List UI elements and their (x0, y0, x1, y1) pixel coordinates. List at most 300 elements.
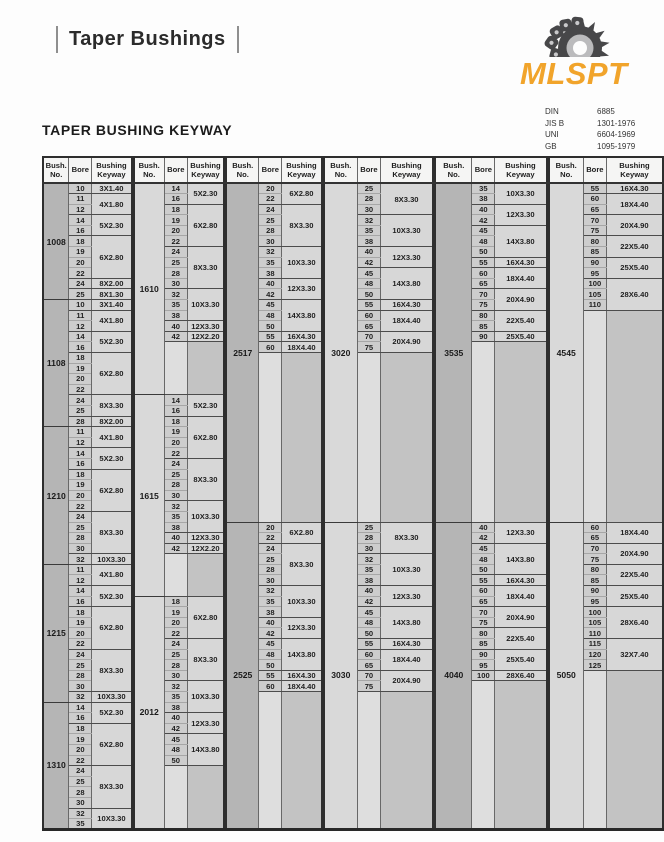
bore-cell: 24 (69, 278, 92, 289)
empty-keyway-cell (282, 501, 322, 512)
bore-cell: 60 (583, 522, 606, 533)
bore-cell: 32 (357, 215, 380, 226)
empty-keyway-cell (495, 819, 547, 830)
empty-keyway-cell (606, 808, 663, 819)
keyway-cell: 6X2.80 (282, 522, 322, 543)
empty-keyway-cell (282, 734, 322, 745)
standard-row (545, 106, 657, 118)
bore-cell: 22 (69, 755, 92, 766)
empty-bore-cell (583, 374, 606, 385)
bore-cell: 25 (69, 776, 92, 787)
empty-keyway-cell (380, 427, 433, 438)
empty-bore-cell (357, 819, 380, 830)
empty-bore-cell (259, 692, 282, 703)
empty-bore-cell (357, 787, 380, 798)
empty-keyway-cell (282, 490, 322, 501)
empty-bore-cell (357, 713, 380, 724)
bore-cell: 55 (472, 575, 495, 586)
empty-keyway-cell (380, 692, 433, 703)
keyway-cell: 22X5.40 (495, 628, 547, 649)
empty-keyway-cell (606, 331, 663, 342)
bush-no-cell: 2525 (226, 522, 259, 829)
empty-bore-cell (472, 480, 495, 491)
bore-cell: 110 (583, 628, 606, 639)
empty-bore-cell (472, 353, 495, 364)
empty-keyway-cell (606, 723, 663, 734)
empty-bore-cell (259, 776, 282, 787)
empty-bore-cell (583, 480, 606, 491)
bush-no-cell: 2012 (134, 596, 165, 829)
empty-keyway-cell (495, 342, 547, 353)
empty-bore-cell (583, 681, 606, 692)
bore-cell: 20 (164, 437, 187, 448)
keyway-cell: 14X3.80 (495, 225, 547, 257)
empty-bore-cell (259, 744, 282, 755)
empty-bore-cell (472, 416, 495, 427)
bore-cell: 35 (259, 257, 282, 268)
bore-cell: 24 (164, 458, 187, 469)
bore-cell: 35 (164, 511, 187, 522)
empty-bore-cell (472, 384, 495, 395)
bore-cell: 50 (472, 564, 495, 575)
bore-cell: 65 (357, 660, 380, 671)
empty-keyway-cell (380, 766, 433, 777)
empty-keyway-cell (380, 734, 433, 745)
empty-bore-cell (259, 490, 282, 501)
bore-cell: 42 (164, 723, 187, 734)
standard-name: DIN (545, 107, 559, 116)
bore-cell: 48 (164, 744, 187, 755)
bore-cell: 85 (472, 639, 495, 650)
bore-cell: 45 (357, 268, 380, 279)
bore-header: Bore (357, 157, 380, 183)
bore-cell: 48 (472, 554, 495, 565)
keyway-cell: 5X2.30 (92, 331, 132, 352)
keyway-cell: 14X3.80 (187, 734, 224, 766)
bore-cell: 95 (583, 268, 606, 279)
keyway-cell: 5X2.30 (187, 183, 224, 204)
keyway-cell: 4X1.80 (92, 427, 132, 448)
bore-cell: 65 (472, 596, 495, 607)
bore-cell: 48 (357, 278, 380, 289)
empty-keyway-cell (606, 458, 663, 469)
bore-cell: 42 (164, 331, 187, 342)
bore-cell: 24 (164, 247, 187, 258)
empty-bore-cell (357, 353, 380, 364)
bore-cell: 19 (164, 215, 187, 226)
keyway-cell: 32X7.40 (606, 639, 663, 671)
empty-keyway-cell (495, 437, 547, 448)
keyway-cell: 12X3.30 (282, 617, 322, 638)
bore-cell: 16 (69, 225, 92, 236)
bore-cell: 22 (259, 194, 282, 205)
bore-cell: 35 (164, 692, 187, 703)
empty-keyway-cell (495, 797, 547, 808)
empty-bore-cell (259, 363, 282, 374)
bore-cell: 16 (69, 596, 92, 607)
bore-cell: 20 (69, 744, 92, 755)
keyway-cell: 8X3.30 (187, 458, 224, 500)
empty-keyway-cell (606, 692, 663, 703)
empty-bore-cell (357, 374, 380, 385)
keyway-cell: 10X3.30 (187, 501, 224, 533)
empty-keyway-cell (187, 575, 224, 586)
keyway-cell: 14X3.80 (282, 300, 322, 332)
group-table-3 (225, 156, 323, 831)
empty-bore-cell (259, 819, 282, 830)
empty-keyway-cell (495, 374, 547, 385)
keyway-cell: 4X1.80 (92, 194, 132, 215)
empty-keyway-cell (380, 480, 433, 491)
bore-cell: 38 (259, 607, 282, 618)
logo-text: MLSPT (520, 56, 628, 91)
empty-bore-cell (164, 384, 187, 395)
keyway-cell: 12X3.30 (495, 522, 547, 543)
standard-number: 6604-1969 (597, 130, 636, 139)
group-table-5 (434, 156, 547, 831)
bore-cell: 50 (357, 628, 380, 639)
empty-bore-cell (583, 766, 606, 777)
keyway-cell: 18X4.40 (282, 342, 322, 353)
bore-cell: 38 (164, 522, 187, 533)
keyway-cell: 10X3.30 (495, 183, 547, 204)
keyway-cell: 8X2.00 (92, 416, 132, 427)
bush-no-cell: 1215 (43, 564, 69, 702)
empty-keyway-cell (380, 776, 433, 787)
empty-keyway-cell (282, 787, 322, 798)
bore-cell: 40 (357, 586, 380, 597)
empty-bore-cell (472, 448, 495, 459)
empty-keyway-cell (606, 766, 663, 777)
keyway-cell: 16X4.30 (495, 575, 547, 586)
empty-bore-cell (472, 437, 495, 448)
empty-keyway-cell (606, 819, 663, 830)
empty-bore-cell (472, 819, 495, 830)
bore-cell: 14 (164, 395, 187, 406)
empty-bore-cell (259, 395, 282, 406)
empty-bore-cell (259, 353, 282, 364)
empty-bore-cell (472, 797, 495, 808)
keyway-cell: 20X4.90 (380, 331, 433, 352)
empty-bore-cell (583, 501, 606, 512)
empty-keyway-cell (495, 776, 547, 787)
empty-keyway-cell (380, 723, 433, 734)
bore-cell: 45 (472, 225, 495, 236)
keyway-cell: 5X2.30 (92, 586, 132, 607)
bore-cell: 16 (69, 342, 92, 353)
bore-cell: 105 (583, 289, 606, 300)
keyway-cell: 16X4.30 (606, 183, 663, 194)
empty-bore-cell (583, 427, 606, 438)
bore-cell: 50 (164, 755, 187, 766)
bore-cell: 42 (472, 533, 495, 544)
keyway-cell: 8X3.30 (282, 543, 322, 585)
bore-cell: 75 (583, 225, 606, 236)
empty-keyway-cell (187, 776, 224, 787)
bush-no-cell: 1210 (43, 427, 69, 565)
keyway-cell: 6X2.80 (92, 236, 132, 278)
keyway-cell: 10X3.30 (187, 289, 224, 321)
empty-bore-cell (164, 554, 187, 565)
keyway-cell: 20X4.90 (495, 289, 547, 310)
empty-keyway-cell (282, 458, 322, 469)
empty-bore-cell (472, 374, 495, 385)
keyway-cell: 10X3.30 (282, 586, 322, 618)
empty-bore-cell (472, 776, 495, 787)
bore-cell: 30 (69, 543, 92, 554)
empty-keyway-cell (606, 501, 663, 512)
bore-header: Bore (164, 157, 187, 183)
bore-cell: 32 (69, 554, 92, 565)
bore-cell: 45 (472, 543, 495, 554)
empty-keyway-cell (606, 395, 663, 406)
bore-cell: 25 (69, 522, 92, 533)
keyway-cell: 6X2.80 (187, 204, 224, 246)
bore-cell: 30 (259, 575, 282, 586)
empty-keyway-cell (606, 713, 663, 724)
keyway-cell: 28X6.40 (495, 670, 547, 681)
standard-name: GB (545, 141, 557, 151)
empty-bore-cell (583, 458, 606, 469)
bore-cell: 25 (259, 215, 282, 226)
bore-cell: 100 (583, 607, 606, 618)
empty-keyway-cell (495, 734, 547, 745)
bush-no-cell: 5050 (549, 522, 584, 829)
empty-keyway-cell (606, 363, 663, 374)
keyway-cell: 14X3.80 (380, 607, 433, 639)
keyway-cell: 28X6.40 (606, 278, 663, 310)
bore-cell: 50 (357, 289, 380, 300)
bore-cell: 24 (259, 543, 282, 554)
bore-cell: 25 (259, 554, 282, 565)
empty-bore-cell (164, 787, 187, 798)
empty-bore-cell (357, 469, 380, 480)
bore-cell: 28 (357, 533, 380, 544)
bore-cell: 95 (472, 660, 495, 671)
empty-keyway-cell (380, 755, 433, 766)
empty-bore-cell (164, 808, 187, 819)
empty-keyway-cell (380, 374, 433, 385)
keyway-cell: 25X5.40 (495, 331, 547, 342)
bore-cell: 38 (164, 310, 187, 321)
empty-keyway-cell (282, 427, 322, 438)
empty-bore-cell (259, 448, 282, 459)
empty-keyway-cell (380, 490, 433, 501)
keyway-cell: 14X3.80 (380, 268, 433, 300)
bore-cell: 28 (259, 225, 282, 236)
empty-keyway-cell (380, 713, 433, 724)
bore-cell: 42 (259, 289, 282, 300)
empty-bore-cell (583, 713, 606, 724)
empty-keyway-cell (495, 723, 547, 734)
empty-keyway-cell (282, 469, 322, 480)
keyway-cell: 8X3.30 (92, 766, 132, 808)
keyway-cell: 25X5.40 (606, 586, 663, 607)
empty-keyway-cell (380, 797, 433, 808)
empty-keyway-cell (380, 744, 433, 755)
keyway-cell: 3X1.40 (92, 183, 132, 194)
keyway-cell: 20X4.90 (495, 607, 547, 628)
empty-bore-cell (259, 480, 282, 491)
bore-cell: 48 (259, 649, 282, 660)
keyway-cell: 10X3.30 (380, 215, 433, 247)
keyway-cell: 16X4.30 (282, 670, 322, 681)
empty-bore-cell (357, 384, 380, 395)
bore-cell: 12 (69, 575, 92, 586)
bore-cell: 40 (357, 247, 380, 258)
bore-cell: 70 (357, 331, 380, 342)
empty-keyway-cell (282, 448, 322, 459)
empty-keyway-cell (606, 416, 663, 427)
bore-cell: 30 (164, 670, 187, 681)
empty-keyway-cell (187, 797, 224, 808)
bush-no-cell: 3020 (324, 183, 358, 522)
empty-bore-cell (472, 395, 495, 406)
empty-bore-cell (259, 501, 282, 512)
keyway-cell: 4X1.80 (92, 564, 132, 585)
bore-cell: 35 (69, 819, 92, 830)
empty-bore-cell (472, 681, 495, 692)
bore-cell: 40 (259, 617, 282, 628)
empty-bore-cell (472, 692, 495, 703)
bore-cell: 28 (164, 480, 187, 491)
empty-keyway-cell (495, 787, 547, 798)
empty-bore-cell (583, 797, 606, 808)
bore-cell: 32 (164, 501, 187, 512)
bore-cell: 14 (69, 702, 92, 713)
keyway-cell: 8X3.30 (282, 204, 322, 246)
bush-no-header: Bush. No. (43, 157, 69, 183)
empty-bore-cell (164, 575, 187, 586)
empty-keyway-cell (380, 702, 433, 713)
bore-cell: 25 (164, 649, 187, 660)
empty-keyway-cell (606, 310, 663, 321)
empty-keyway-cell (606, 384, 663, 395)
empty-keyway-cell (606, 744, 663, 755)
empty-keyway-cell (282, 353, 322, 364)
bore-cell: 110 (583, 300, 606, 311)
keyway-cell: 10X3.30 (380, 554, 433, 586)
bore-cell: 30 (357, 204, 380, 215)
bore-header: Bore (69, 157, 92, 183)
empty-keyway-cell (282, 384, 322, 395)
keyway-header: Bushing Keyway (495, 157, 547, 183)
keyway-cell: 8X3.30 (380, 522, 433, 554)
bore-cell: 48 (472, 236, 495, 247)
bore-cell: 11 (69, 427, 92, 438)
empty-bore-cell (259, 384, 282, 395)
empty-bore-cell (357, 755, 380, 766)
bore-cell: 22 (69, 268, 92, 279)
keyway-cell: 8X3.30 (92, 395, 132, 416)
empty-keyway-cell (495, 480, 547, 491)
bore-cell: 38 (472, 194, 495, 205)
empty-keyway-cell (187, 808, 224, 819)
bore-cell: 80 (583, 236, 606, 247)
empty-keyway-cell (495, 469, 547, 480)
bore-cell: 20 (259, 522, 282, 533)
bush-no-header: Bush. No. (435, 157, 472, 183)
empty-keyway-cell (495, 692, 547, 703)
bore-cell: 40 (164, 713, 187, 724)
keyway-cell: 12X3.30 (187, 713, 224, 734)
bore-cell: 10 (69, 183, 92, 194)
keyway-cell: 22X5.40 (606, 564, 663, 585)
bore-cell: 105 (583, 617, 606, 628)
bore-cell: 16 (164, 405, 187, 416)
empty-keyway-cell (495, 681, 547, 692)
keyway-cell: 20X4.90 (606, 543, 663, 564)
bore-cell: 42 (357, 596, 380, 607)
bore-cell: 11 (69, 194, 92, 205)
bore-cell: 35 (357, 564, 380, 575)
empty-keyway-cell (495, 384, 547, 395)
bore-cell: 19 (164, 427, 187, 438)
bore-cell: 19 (69, 617, 92, 628)
empty-bore-cell (357, 808, 380, 819)
empty-keyway-cell (495, 458, 547, 469)
empty-bore-cell (259, 797, 282, 808)
empty-keyway-cell (380, 808, 433, 819)
keyway-cell: 28X6.40 (606, 607, 663, 639)
empty-bore-cell (583, 310, 606, 321)
bore-cell: 28 (164, 268, 187, 279)
empty-keyway-cell (187, 787, 224, 798)
empty-bore-cell (583, 490, 606, 501)
keyway-cell: 5X2.30 (92, 215, 132, 236)
bore-cell: 38 (259, 268, 282, 279)
bore-cell: 24 (69, 511, 92, 522)
keyway-header: Bushing Keyway (282, 157, 322, 183)
bore-header: Bore (472, 157, 495, 183)
empty-keyway-cell (380, 458, 433, 469)
empty-keyway-cell (606, 670, 663, 681)
empty-bore-cell (583, 776, 606, 787)
empty-bore-cell (472, 405, 495, 416)
empty-keyway-cell (380, 787, 433, 798)
bore-cell: 16 (69, 458, 92, 469)
bore-cell: 35 (164, 300, 187, 311)
empty-keyway-cell (495, 416, 547, 427)
empty-bore-cell (583, 331, 606, 342)
empty-bore-cell (164, 797, 187, 808)
keyway-cell: 8X2.00 (92, 278, 132, 289)
empty-bore-cell (583, 692, 606, 703)
empty-bore-cell (472, 490, 495, 501)
empty-bore-cell (164, 374, 187, 385)
empty-keyway-cell (187, 586, 224, 597)
bore-cell: 14 (164, 183, 187, 194)
keyway-cell: 12X3.30 (495, 204, 547, 225)
bore-cell: 60 (583, 194, 606, 205)
bore-cell: 50 (259, 660, 282, 671)
keyway-cell: 5X2.30 (92, 702, 132, 723)
bush-no-header: Bush. No. (324, 157, 358, 183)
keyway-cell: 10X3.30 (187, 681, 224, 713)
keyway-cell: 25X5.40 (495, 649, 547, 670)
empty-bore-cell (472, 744, 495, 755)
empty-keyway-cell (187, 342, 224, 353)
keyway-cell: 16X4.30 (495, 257, 547, 268)
empty-keyway-cell (606, 681, 663, 692)
empty-keyway-cell (187, 353, 224, 364)
keyway-cell: 12X3.30 (282, 278, 322, 299)
bore-cell: 25 (69, 405, 92, 416)
bore-cell: 40 (259, 278, 282, 289)
bore-cell: 19 (164, 607, 187, 618)
keyway-cell: 6X2.80 (92, 469, 132, 511)
empty-keyway-cell (495, 713, 547, 724)
